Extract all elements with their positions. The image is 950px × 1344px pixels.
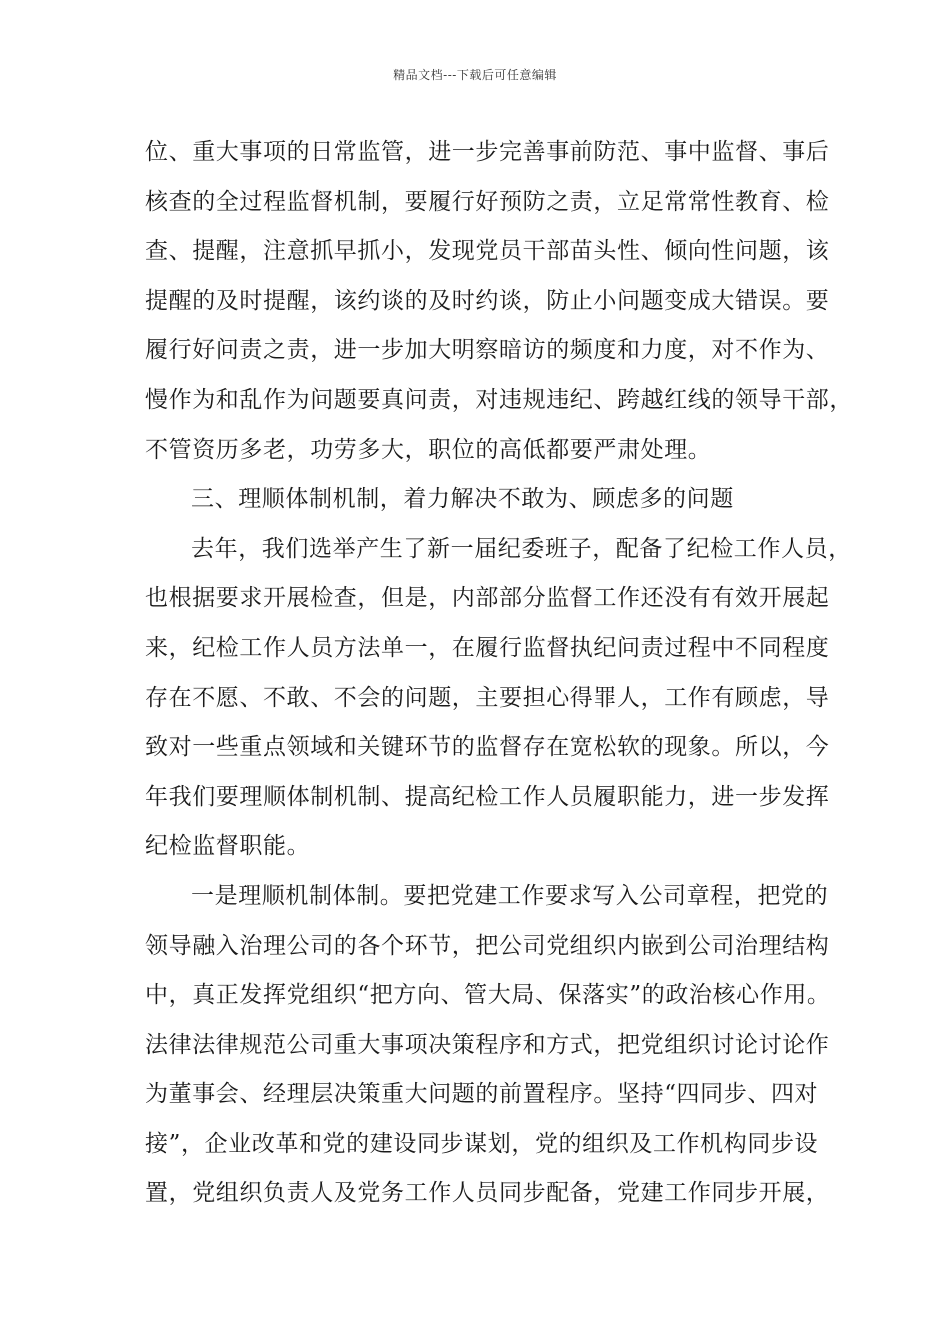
text-line: 年我们要理顺体制机制、提高纪检工作人员履职能力，进一步发挥 bbox=[145, 783, 830, 810]
text-line: 提醒的及时提醒，该约谈的及时约谈，防止小问题变成大错误。要 bbox=[145, 287, 830, 314]
text-line: 来，纪检工作人员方法单一，在履行监督执纪问责过程中不同程度 bbox=[145, 634, 830, 661]
text-line: 为董事会、经理层决策重大问题的前置程序。坚持“四同步、四对 bbox=[145, 1081, 819, 1108]
text-line: 一是理顺机制体制。要把党建工作要求写入公司章程，把党的 bbox=[191, 882, 829, 909]
page-header: 精品文档---下载后可任意编辑 bbox=[393, 68, 557, 82]
text-line: 存在不愿、不敢、不会的问题，主要担心得罪人，工作有顾虑，导 bbox=[145, 684, 830, 711]
text-line: 纪检监督职能。 bbox=[145, 833, 311, 860]
text-line: 查、提醒，注意抓早抓小，发现党员干部苗头性、倾向性问题，该 bbox=[145, 238, 830, 265]
text-line: 接”，企业改革和党的建设同步谋划，党的组织及工作机构同步设 bbox=[145, 1130, 819, 1157]
text-line: 慢作为和乱作为问题要真问责，对违规违纪、跨越红线的领导干部， bbox=[145, 386, 853, 413]
text-line: 去年，我们选举产生了新一届纪委班子，配备了纪检工作人员， bbox=[191, 535, 852, 562]
document-body bbox=[145, 128, 853, 1219]
text-line: 位、重大事项的日常监管，进一步完善事前防范、事中监督、事后 bbox=[145, 139, 830, 165]
text-line: 履行好问责之责，进一步加大明察暗访的频度和力度，对不作为、 bbox=[145, 337, 830, 364]
text-line: 领导融入治理公司的各个环节，把公司党组织内嵌到公司治理结构 bbox=[145, 932, 830, 959]
text-line: 不管资历多老，功劳多大，职位的高低都要严肃处理。 bbox=[145, 436, 712, 463]
text-line: 中，真正发挥党组织“把方向、管大局、保落实”的政治核心作用。 bbox=[145, 982, 831, 1009]
text-line: 致对一些重点领域和关键环节的监督存在宽松软的现象。所以，今 bbox=[145, 734, 830, 761]
text-line: 置，党组织负责人及党务工作人员同步配备，党建工作同步开展， bbox=[145, 1180, 830, 1207]
text-line: 核查的全过程监督机制，要履行好预防之责，立足常常性教育、检 bbox=[145, 188, 830, 215]
section-heading: 三、理顺体制机制，着力解决不敢为、顾虑多的问题 bbox=[191, 486, 734, 513]
text-line: 也根据要求开展检查，但是，内部部分监督工作还没有有效开展起 bbox=[145, 585, 830, 612]
text-line: 法律法律规范公司重大事项决策程序和方式，把党组织讨论讨论作 bbox=[145, 1031, 830, 1058]
